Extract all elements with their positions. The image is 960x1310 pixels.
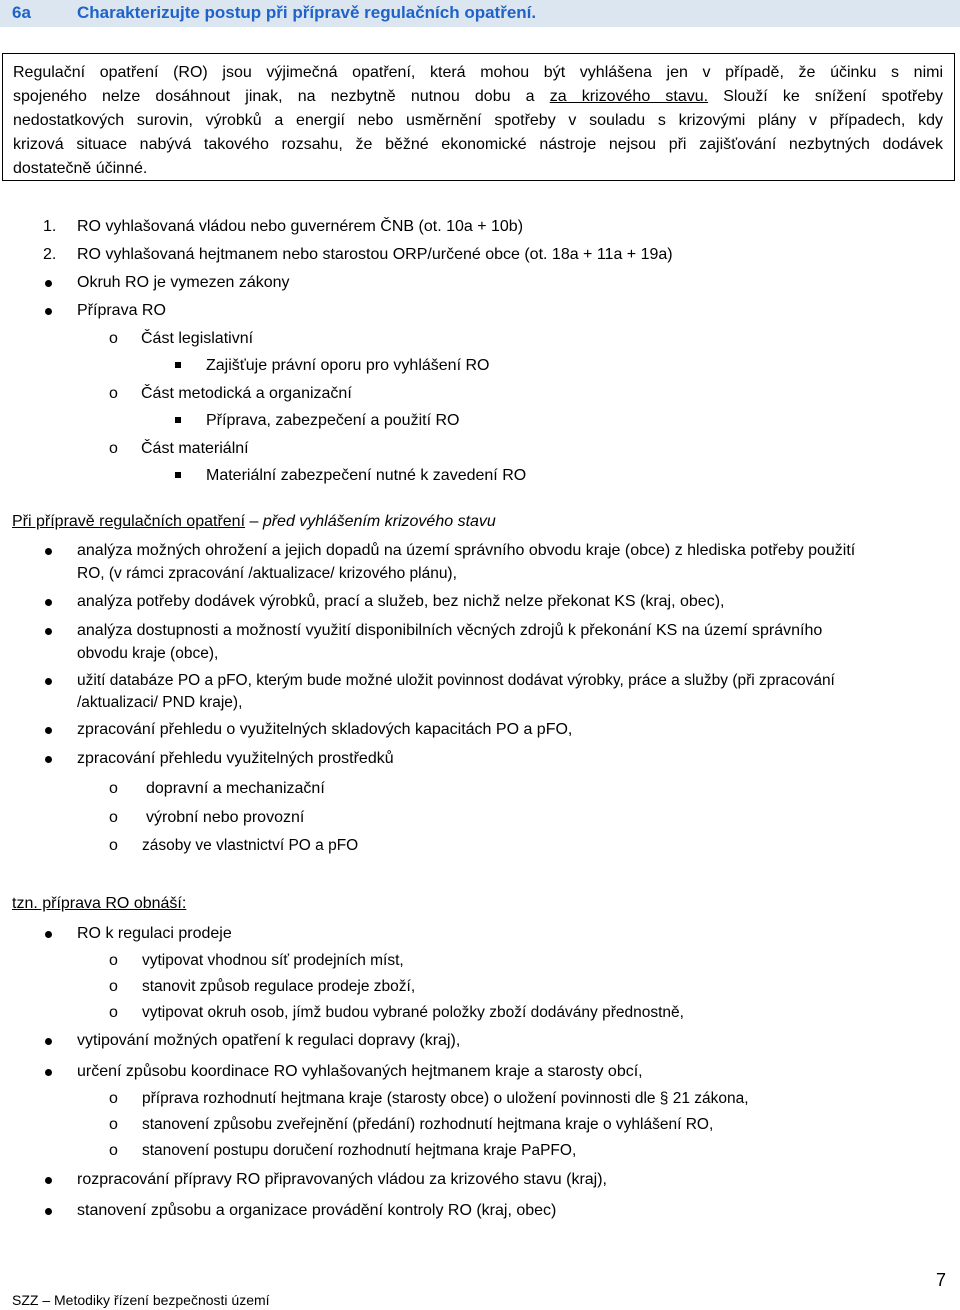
page-number: 7 [936,1270,947,1290]
sub-marker: o [109,952,118,969]
square-bullet [175,472,181,478]
bullet-dot [45,628,52,635]
sub-marker: o [109,330,118,347]
section2-sub-item: příprava rozhodnutí hejtmana kraje (starosty obce) o uložení povinnosti dle § 21 zákona, [142,1090,749,1107]
section1-sub-item: výrobní nebo provozní [146,809,305,826]
sub-marker: o [109,1142,118,1159]
section2-sub-item: stanovit způsob regulace prodeje zboží, [142,978,416,995]
question-heading [0,0,960,27]
section1-item-cont: /aktualizaci/ PND kraje), [77,694,243,711]
bullet-dot [45,599,52,606]
bullet-dot [45,280,52,287]
sub-marker: o [109,1090,118,1107]
square-bullet [175,362,181,368]
outline-cast-metodicka: Část metodická a organizační [141,385,352,402]
outline-metodicka-detail: Příprava, zabezpečení a použití RO [206,412,460,429]
numbered-2-num: 2. [43,246,57,263]
outline-okruh: Okruh RO je vymezen zákony [77,274,290,291]
bullet-dot [45,308,52,315]
bullet-dot [45,727,52,734]
section2-title: tzn. příprava RO obnáší: [12,895,187,912]
sub-marker: o [109,440,118,457]
numbered-2-text: RO vyhlašovaná hejtmanem nebo starostou ORP/určené obce (ot. 18a + 11a + 19a) [77,246,673,263]
section1-item: užití databáze PO a pFO, kterým bude možné uložit povinnost dodávat výrobky, práce a služby (při zpracování [77,672,835,689]
sub-marker: o [109,780,118,797]
section2-item: RO k regulaci prodeje [77,925,232,942]
intro-line-2: spojeného nelze dosáhnout jinak, na nezbytně nutnou dobu a za krizového stavu. Slouží ke snížení spotřeby [13,88,944,105]
section1-item-cont: RO, (v rámci zpracování /aktualizace/ krizového plánu), [77,565,457,582]
section2-sub-item: vytipovat vhodnou síť prodejních míst, [142,952,404,969]
sub-marker: o [109,809,118,826]
sub-marker: o [109,837,118,854]
question-title: Charakterizujte postup při přípravě regulačních opatření. [77,3,537,22]
section2-item: stanovení způsobu a organizace provádění kontroly RO (kraj, obec) [77,1202,557,1219]
section1-item: analýza možných ohrožení a jejich dopadů na území správního obvodu kraje (obce) z hlediska potřeby použití [77,542,856,559]
intro-line-4: krizová situace nabývá takového rozsahu, že běžné ekonomické nástroje nejsou při zajišťování nezbytných dodávek [13,136,943,153]
section2-sub-item: vytipovat okruh osob, jímž budou vybrané položky zboží dodávány přednostně, [142,1004,684,1021]
intro-line-3: nedostatkových surovin, výrobků a energií nebo usměrnění spotřeby v souladu s krizovými plány v případech, kdy [13,112,943,129]
outline-cast-materialni: Část materiální [141,440,249,457]
bullet-dot [45,756,52,763]
section1-item: analýza dostupnosti a možností využití disponibilních věcných zdrojů k překonání KS na území správního [77,622,823,639]
outline-materialni-detail: Materiální zabezpečení nutné k zavedení RO [206,467,527,484]
section1-item: zpracování přehledu využitelných prostředků [77,750,394,767]
section2-item: vytipování možných opatření k regulaci dopravy (kraj), [77,1032,461,1049]
section1-item: zpracování přehledu o využitelných skladových kapacitách PO a pFO, [77,721,573,738]
section2-item: určení způsobu koordinace RO vyhlašovaných hejtmanem kraje a starosty obcí, [77,1063,643,1080]
outline-priprava: Příprava RO [77,302,166,319]
bullet-dot [45,1069,52,1076]
numbered-1-num: 1. [43,218,57,235]
numbered-1-text: RO vyhlašovaná vládou nebo guvernérem ČNB (ot. 10a + 10b) [77,218,524,235]
sub-marker: o [109,1116,118,1133]
square-bullet [175,417,181,423]
section2-sub-item: stanovení postupu doručení rozhodnutí hejtmana kraje PaPFO, [142,1142,577,1159]
section1-item-cont: obvodu kraje (obce), [77,645,219,662]
bullet-dot [45,1038,52,1045]
bullet-dot [45,678,52,685]
section2-item: rozpracování přípravy RO připravovaných vládou za krizového stavu (kraj), [77,1171,607,1188]
intro-underline: za krizového stavu. [549,88,709,105]
bullet-dot [45,548,52,555]
footer-title: SZZ – Metodiky řízení bezpečnosti území [12,1292,270,1308]
sub-marker: o [109,978,118,995]
outline-legislativni-detail: Zajišťuje právní oporu pro vyhlášení RO [206,357,490,374]
question-number: 6a [12,3,31,22]
intro-line-5: dostatečně účinné. [13,160,148,177]
section2-sub-item: stanovení způsobu zveřejnění (předání) rozhodnutí hejtmana kraje o vyhlášení RO, [142,1116,714,1133]
section1-sub-item: zásoby ve vlastnictví PO a pFO [142,837,359,854]
outline-cast-legislativni: Část legislativní [141,330,254,347]
bullet-dot [45,1208,52,1215]
section1-title: Při přípravě regulačních opatření – před vyhlášením krizového stavu [12,513,496,530]
bullet-dot [45,1177,52,1184]
bullet-dot [45,931,52,938]
intro-box [2,53,955,181]
section1-item: analýza potřeby dodávek výrobků, prací a služeb, bez nichž nelze překonat KS (kraj, obec), [77,593,725,610]
intro-line-1: Regulační opatření (RO) jsou výjimečná opatření, která mohou být vyhlášena jen v případě, že účinku s nimi [13,64,943,81]
sub-marker: o [109,385,118,402]
section1-sub-item: dopravní a mechanizační [146,780,325,797]
sub-marker: o [109,1004,118,1021]
